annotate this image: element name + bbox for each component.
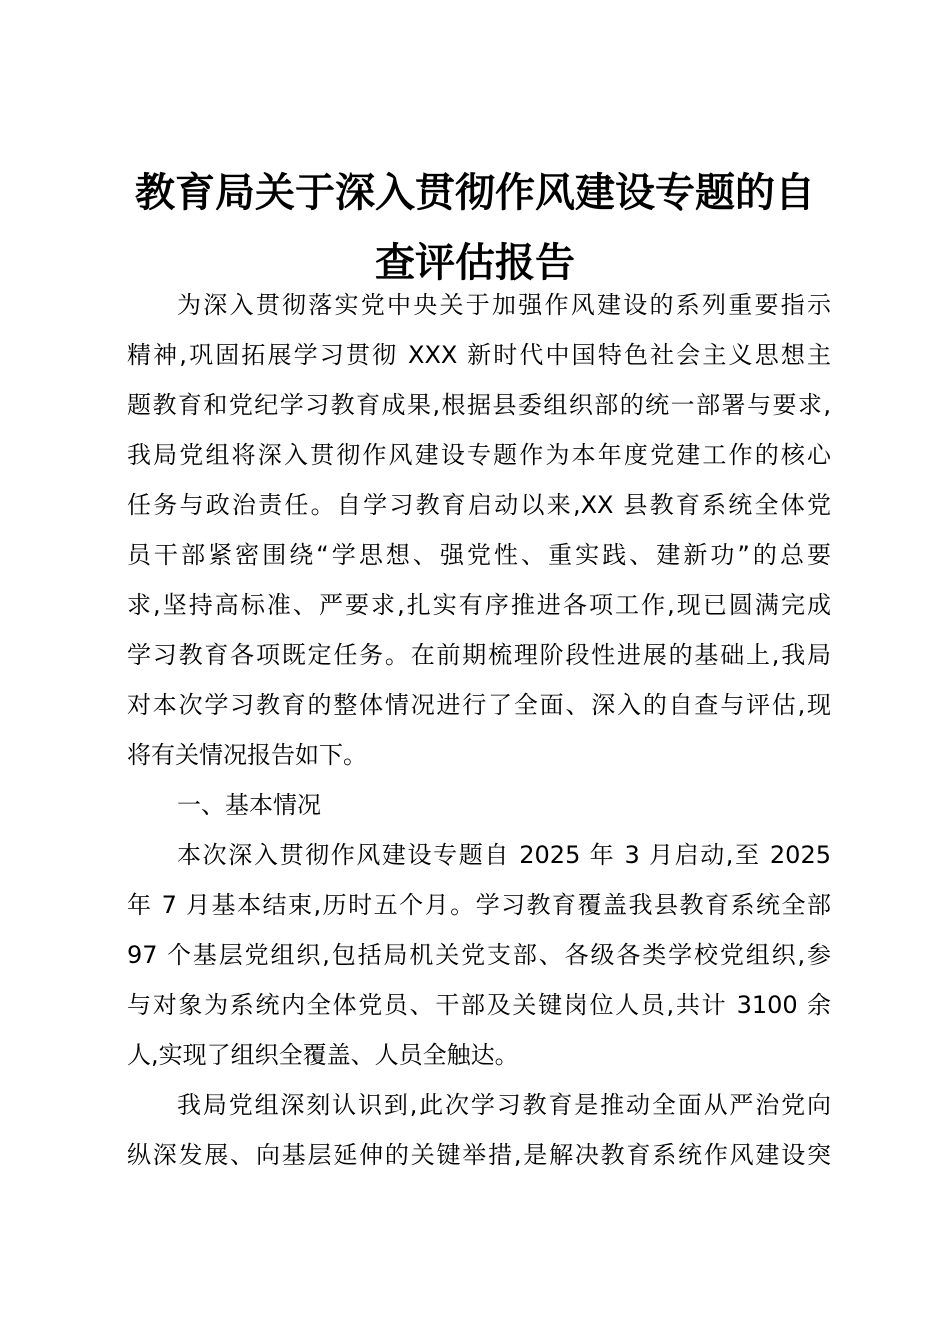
text-line: 对本次学习教育的整体情况进行了全面、深入的自查与评估,现 bbox=[127, 691, 831, 719]
text-line: 为深入贯彻落实党中央关于加强作风建设的系列重要指示 bbox=[177, 291, 831, 319]
title-line: 查评估报告 bbox=[375, 240, 575, 286]
document-title bbox=[100, 158, 850, 298]
paragraph bbox=[127, 1080, 831, 1180]
document-body bbox=[127, 280, 831, 1180]
text-line: 学习教育各项既定任务。在前期梳理阶段性进展的基础上,我局 bbox=[127, 641, 831, 669]
text-line: 我局党组深刻认识到,此次学习教育是推动全面从严治党向 bbox=[177, 1091, 831, 1119]
text-line: 97 个基层党组织,包括局机关党支部、各级各类学校党组织,参 bbox=[127, 941, 831, 969]
text-line: 与对象为系统内全体党员、干部及关键岗位人员,共计 3100 余 bbox=[127, 991, 831, 1019]
text-line: 一、基本情况 bbox=[177, 791, 321, 819]
text-line: 题教育和党纪学习教育成果,根据县委组织部的统一部署与要求, bbox=[127, 391, 831, 419]
text-line: 员干部紧密围绕“学思想、强党性、重实践、建新功”的总要 bbox=[127, 541, 831, 569]
title-line: 教育局关于深入贯彻作风建设专题的自 bbox=[135, 170, 815, 216]
text-line: 精神,巩固拓展学习贯彻 XXX 新时代中国特色社会主义思想主 bbox=[127, 341, 831, 369]
paragraph bbox=[127, 280, 831, 780]
text-line: 本次深入贯彻作风建设专题自 2025 年 3 月启动,至 2025 bbox=[177, 841, 831, 869]
text-line: 人,实现了组织全覆盖、人员全触达。 bbox=[127, 1041, 519, 1069]
section-heading bbox=[127, 780, 831, 830]
text-line: 求,坚持高标准、严要求,扎实有序推进各项工作,现已圆满完成 bbox=[127, 591, 831, 619]
text-line: 将有关情况报告如下。 bbox=[127, 741, 367, 769]
text-line: 纵深发展、向基层延伸的关键举措,是解决教育系统作风建设突 bbox=[127, 1141, 831, 1169]
text-line: 我局党组将深入贯彻作风建设专题作为本年度党建工作的核心 bbox=[127, 441, 831, 469]
text-line: 年 7 月基本结束,历时五个月。学习教育覆盖我县教育系统全部 bbox=[127, 891, 831, 919]
paragraph bbox=[127, 830, 831, 1080]
text-line: 任务与政治责任。自学习教育启动以来,XX 县教育系统全体党 bbox=[127, 491, 831, 519]
